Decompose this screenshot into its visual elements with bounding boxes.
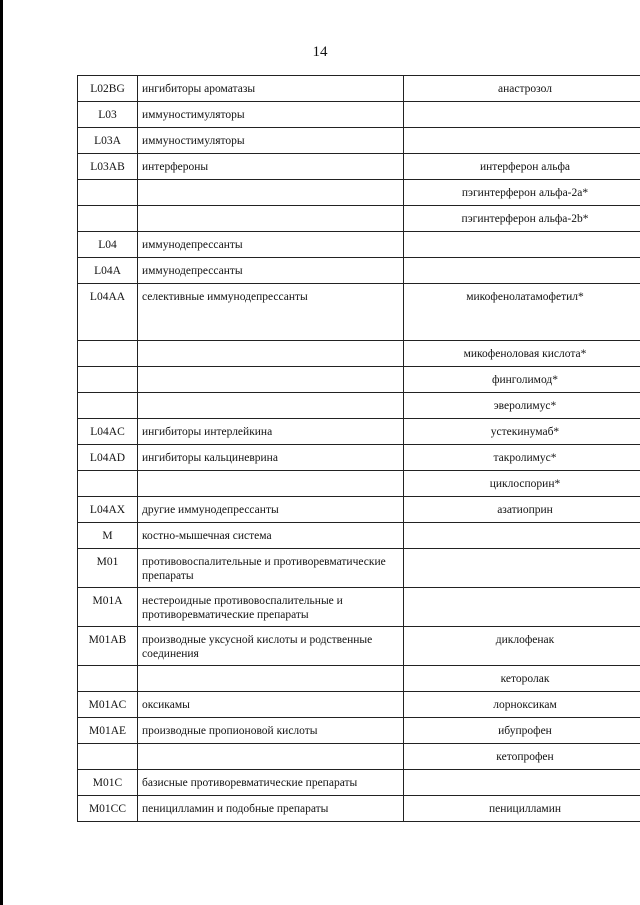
table-row (78, 154, 640, 180)
table-row (78, 666, 640, 692)
atc-code-cell: L03AB (78, 154, 138, 180)
drug-name-cell (404, 523, 640, 549)
atc-code-cell: L04A (78, 258, 138, 284)
table-row (78, 393, 640, 419)
atc-code-cell (78, 367, 138, 393)
group-name-cell: интерфероны (138, 154, 404, 180)
group-name-cell: ингибиторы кальциневрина (138, 445, 404, 471)
group-name-cell (138, 341, 404, 367)
group-name-cell: ингибиторы интерлейкина (138, 419, 404, 445)
table-row (78, 744, 640, 770)
atc-code-cell (78, 666, 138, 692)
drug-name-cell: такролимус* (404, 445, 640, 471)
group-name-cell: другие иммунодепрессанты (138, 497, 404, 523)
table-row (78, 588, 640, 627)
group-name-cell (138, 744, 404, 770)
group-name-cell: производные пропионовой кислоты (138, 718, 404, 744)
table-row (78, 445, 640, 471)
drug-name-cell: циклоспорин* (404, 471, 640, 497)
table-row (78, 627, 640, 666)
group-name-cell (138, 180, 404, 206)
atc-code-cell: M01A (78, 588, 138, 627)
drug-name-cell: финголимод* (404, 367, 640, 393)
drug-name-cell: пеницилламин (404, 796, 640, 822)
table-row (78, 284, 640, 341)
table-row (78, 549, 640, 588)
drug-name-cell (404, 128, 640, 154)
drug-name-cell: микофеноловая кислота* (404, 341, 640, 367)
group-name-cell: иммуностимуляторы (138, 128, 404, 154)
atc-code-cell: M01AB (78, 627, 138, 666)
atc-code-cell (78, 471, 138, 497)
atc-code-cell (78, 744, 138, 770)
drug-name-cell: устекинумаб* (404, 419, 640, 445)
group-name-cell: иммунодепрессанты (138, 258, 404, 284)
table-row (78, 232, 640, 258)
drug-name-cell: кетопрофен (404, 744, 640, 770)
atc-code-cell: L03A (78, 128, 138, 154)
atc-code-cell: L04AX (78, 497, 138, 523)
drug-name-cell: азатиоприн (404, 497, 640, 523)
group-name-cell (138, 666, 404, 692)
group-name-cell: иммунодепрессанты (138, 232, 404, 258)
drug-name-cell: кеторолак (404, 666, 640, 692)
group-name-cell: селективные иммунодепрессанты (138, 284, 404, 341)
atc-code-cell: M01AC (78, 692, 138, 718)
atc-code-cell: L04AC (78, 419, 138, 445)
atc-code-cell (78, 180, 138, 206)
atc-code-cell: M01C (78, 770, 138, 796)
group-name-cell: ингибиторы ароматазы (138, 76, 404, 102)
group-name-cell: противовоспалительные и противоревматические препараты (138, 549, 404, 588)
atc-code-cell: L03 (78, 102, 138, 128)
table-row (78, 497, 640, 523)
drug-name-cell (404, 258, 640, 284)
table-row (78, 419, 640, 445)
drug-name-cell (404, 770, 640, 796)
atc-code-cell: L04 (78, 232, 138, 258)
drug-name-cell: пэгинтерферон альфа-2b* (404, 206, 640, 232)
table-row (78, 128, 640, 154)
atc-code-cell: M (78, 523, 138, 549)
atc-code-cell: M01 (78, 549, 138, 588)
drug-name-cell: интерферон альфа (404, 154, 640, 180)
group-name-cell: производные уксусной кислоты и родственные соединения (138, 627, 404, 666)
drug-classification-table (77, 75, 640, 822)
atc-code-cell: L04AD (78, 445, 138, 471)
group-name-cell: оксикамы (138, 692, 404, 718)
table-row (78, 341, 640, 367)
table-row (78, 770, 640, 796)
group-name-cell (138, 206, 404, 232)
drug-name-cell: микофенолатамофетил* (404, 284, 640, 341)
group-name-cell (138, 471, 404, 497)
group-name-cell: иммуностимуляторы (138, 102, 404, 128)
drug-name-cell: диклофенак (404, 627, 640, 666)
table-row (78, 471, 640, 497)
drug-name-cell (404, 549, 640, 588)
table-row (78, 523, 640, 549)
table-row (78, 206, 640, 232)
table-row (78, 180, 640, 206)
group-name-cell (138, 367, 404, 393)
drug-name-cell (404, 232, 640, 258)
page-number: 14 (312, 44, 328, 60)
atc-code-cell: M01CC (78, 796, 138, 822)
group-name-cell (138, 393, 404, 419)
table-row (78, 692, 640, 718)
group-name-cell: костно-мышечная система (138, 523, 404, 549)
drug-name-cell: анастрозол (404, 76, 640, 102)
table-row (78, 258, 640, 284)
drug-name-cell: лорноксикам (404, 692, 640, 718)
drug-name-cell: эверолимус* (404, 393, 640, 419)
group-name-cell: пеницилламин и подобные препараты (138, 796, 404, 822)
atc-code-cell: L04AA (78, 284, 138, 341)
table-row (78, 718, 640, 744)
atc-code-cell (78, 393, 138, 419)
drug-name-cell (404, 588, 640, 627)
drug-name-cell: ибупрофен (404, 718, 640, 744)
drug-name-cell: пэгинтерферон альфа-2a* (404, 180, 640, 206)
group-name-cell: базисные противоревматические препараты (138, 770, 404, 796)
atc-code-cell: L02BG (78, 76, 138, 102)
group-name-cell: нестероидные противовоспалительные и противоревматические препараты (138, 588, 404, 627)
atc-code-cell (78, 341, 138, 367)
drug-name-cell (404, 102, 640, 128)
table-row (78, 102, 640, 128)
page-left-edge (0, 0, 3, 905)
atc-code-cell (78, 206, 138, 232)
atc-code-cell: M01AE (78, 718, 138, 744)
table-row (78, 367, 640, 393)
table-body (78, 76, 640, 822)
table-row (78, 76, 640, 102)
table-row (78, 796, 640, 822)
